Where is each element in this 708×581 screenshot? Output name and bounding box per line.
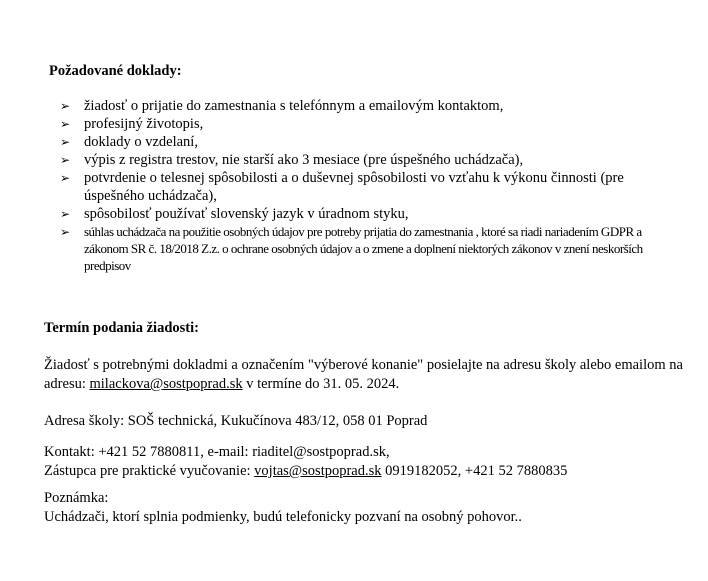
list-item-text: výpis z registra trestov, nie starší ako 3 mesiace (pre úspešného uchádzača), — [84, 152, 524, 168]
list-item — [60, 205, 660, 223]
list-item — [60, 115, 660, 133]
deadline-date-text: v termíne do 31. 05. 2024. — [242, 376, 400, 392]
arrow-bullet-icon: ➢ — [60, 117, 71, 131]
note-label: Poznámka: — [44, 490, 109, 506]
arrow-bullet-icon: ➢ — [60, 135, 71, 149]
instructions-text: Žiadosť s potrebnými dokladmi a označením "výberové konanie" posielajte na adresu školy alebo emailom na adresu: — [44, 357, 683, 392]
deputy-email-link[interactable]: vojtas@sostpoprad.sk — [254, 463, 382, 479]
arrow-bullet-icon: ➢ — [60, 99, 71, 113]
deputy-label: Zástupca pre praktické vyučovanie: — [44, 463, 255, 479]
contact-line: Kontakt: +421 52 7880811, e-mail: riaditel@sostpoprad.sk, — [44, 444, 390, 460]
list-item — [60, 133, 660, 151]
list-item — [60, 223, 660, 274]
application-instructions — [44, 356, 684, 394]
school-address: Adresa školy: SOŠ technická, Kukučínova 483/12, 058 01 Poprad — [44, 413, 428, 429]
list-item-text: žiadosť o prijatie do zamestnania s telefónnym a emailovým kontaktom, — [84, 98, 504, 114]
note-block — [44, 489, 684, 527]
required-documents-heading: Požadované doklady: — [49, 63, 182, 79]
arrow-bullet-icon: ➢ — [60, 207, 71, 221]
list-item-text: súhlas uchádzača na použitie osobných údajov pre potreby prijatia do zamestnania , ktoré sa riadi nariadením GDPR a zákonom SR č. 18/2018 Z.z. o ochrane osobných údajov a o zmene a doplnení niektorých zákonov v znení neskorších predpisov — [84, 224, 643, 273]
arrow-bullet-icon: ➢ — [60, 171, 71, 185]
list-item — [60, 97, 660, 115]
required-documents-list — [60, 97, 660, 274]
deadline-heading: Termín podania žiadosti: — [44, 320, 199, 336]
list-item — [60, 169, 660, 205]
list-item-text: profesijný životopis, — [84, 116, 204, 132]
arrow-bullet-icon: ➢ — [60, 153, 71, 167]
contact-block — [44, 443, 684, 481]
note-text: Uchádzači, ktorí splnia podmienky, budú telefonicky pozvaní na osobný pohovor.. — [44, 509, 522, 525]
list-item-text: potvrdenie o telesnej spôsobilosti a o duševnej spôsobilosti vo vzťahu k výkonu činnosti (pre úspešného uchádzača), — [84, 170, 624, 204]
deputy-phones: 0919182052, +421 52 7880835 — [381, 463, 568, 479]
list-item — [60, 151, 660, 169]
school-email-link[interactable]: milackova@sostpoprad.sk — [89, 376, 243, 392]
arrow-bullet-icon: ➢ — [60, 225, 71, 239]
list-item-text: doklady o vzdelaní, — [84, 134, 198, 150]
list-item-text: spôsobilosť používať slovenský jazyk v úradnom styku, — [84, 206, 409, 222]
